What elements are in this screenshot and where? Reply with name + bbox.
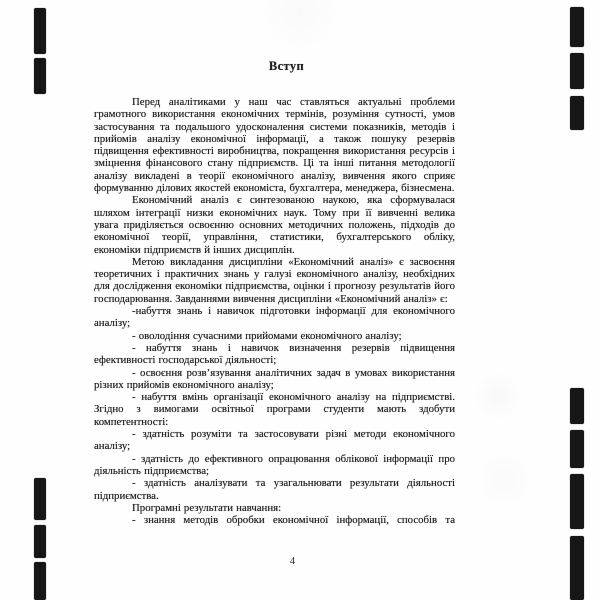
scan-artifact-mark — [570, 53, 584, 89]
scan-artifact-mark — [34, 478, 46, 520]
list-item-result-1: - знання методів обробки економічної інформації, способів та — [132, 514, 455, 527]
page-number: 4 — [289, 556, 296, 567]
list-item-task-4: - освоєння розв’язування аналітичних задач в умовах використання різних прийомів економічного аналізу; — [94, 366, 455, 391]
list-item-task-2: - оволодіння сучасними прийомами економічного аналізу; — [132, 329, 402, 342]
page-title: Вступ — [268, 59, 305, 73]
scan-artifact-mark — [570, 474, 584, 529]
list-item-task-1: -набуття знань і навичок підготовки інформації для економічного аналізу; — [94, 305, 455, 330]
paragraph-program-results: Програмні результати навчання: — [132, 501, 282, 514]
page-content — [94, 59, 455, 526]
paragraph-intro: Перед аналітиками у наш час ставляться актуальні проблеми грамотного використання економічних термінів, розуміння сутності, умов застосування та подальшого удосконалення системи показників, методів і прийомів аналізу економічної інформації, а також пошуку резервів підвищення ефективності виробництва, покращення використання ресурсів і зміцнення фінансового стану підприємств. Ці та інші питання методології аналізу викладені в теорії економічного аналізу, вивчення якого сприяє формуванню ділових якостей економіста, бухгалтера, менеджера, бізнесмена. — [94, 96, 455, 195]
scan-artifact-mark — [570, 388, 584, 424]
list-item-competence-1: - здатність розуміти та застосовувати різні методи економічного аналізу; — [94, 428, 455, 453]
paragraph-synthesis: Економічний аналіз є синтезованою наукою, яка сформувалася шляхом інтеграції низки економічних наук. Тому при її вивченні велика увага приділяється освоєнню основних методичних положень, підходів до економічної теорії, управління, статистики, бухгалтерського обліку, економіки підприємств й інших дисциплін. — [94, 194, 455, 256]
list-item-competence-3: - здатність аналізувати та узагальнювати результати діяльності підприємства. — [94, 477, 455, 502]
scan-artifact-mark — [570, 536, 584, 600]
scan-artifact-mark — [34, 525, 46, 558]
scan-artifact-mark — [570, 96, 584, 130]
scan-artifact-mark — [34, 562, 46, 600]
scan-artifact-mark — [34, 8, 46, 54]
list-item-competence-2: - здатність до ефективного опрацювання облікової інформації про діяльність підприємства; — [94, 452, 455, 477]
scan-artifact-mark — [570, 7, 584, 47]
scan-artifact-mark — [34, 58, 46, 94]
list-item-task-5: - набуття вмінь організації економічного аналізу на підприємстві. Згідно з вимогами освітньої програми студенти мають здобути компетентності: — [94, 391, 455, 428]
scan-artifact-mark — [570, 430, 584, 468]
list-item-task-3: - набуття знань і навичок визначення резервів підвищення ефективності господарської діяльності; — [94, 341, 455, 367]
paragraph-goal: Метою викладання дисципліни «Економічний аналіз» є засвоєння теоретичних і практичних знань у галузі економічного аналізу, необхідних для дослідження економіки підприємства, оцінки і прогнозу результатів його господарювання. Завданнями вивчення дисципліни «Економічний аналіз» є: — [94, 255, 455, 305]
